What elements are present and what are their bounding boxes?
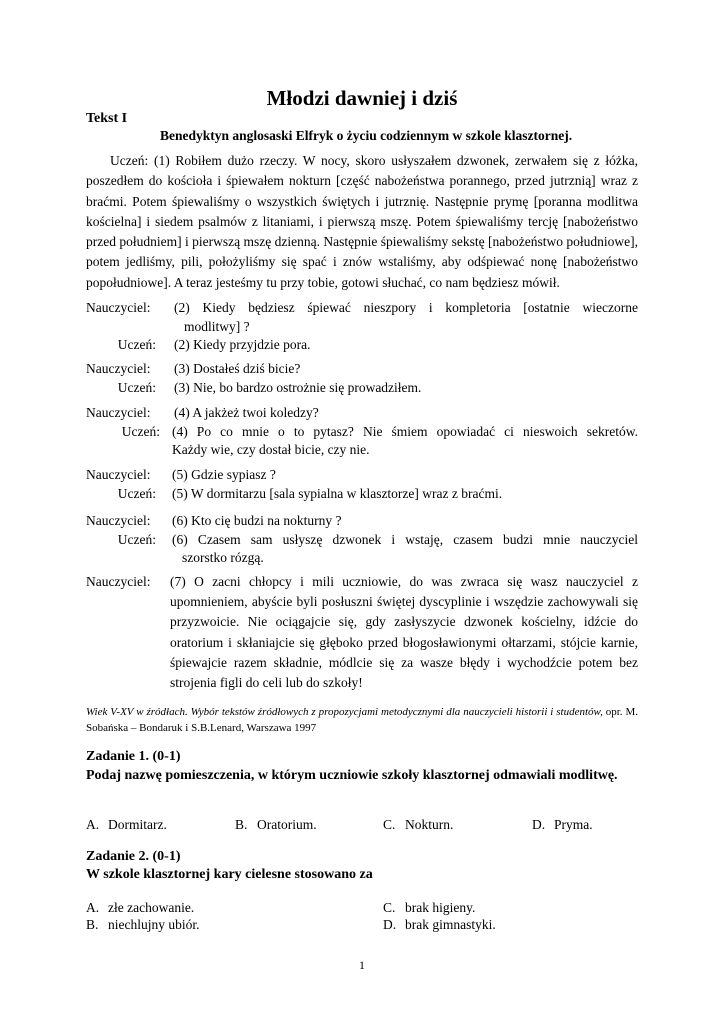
task1-option-d[interactable]: D. Pryma. bbox=[532, 817, 593, 832]
dialog-exchange-6 bbox=[86, 572, 638, 693]
speaker-student: Uczeń: bbox=[117, 379, 156, 395]
dialog-exchange-5 bbox=[86, 512, 638, 568]
task1-option-a[interactable]: A. Dormitarz. bbox=[86, 817, 167, 832]
student-line bbox=[86, 531, 638, 568]
speaker-student: Uczeń: bbox=[117, 531, 156, 547]
task2-option-b[interactable]: B. niechlujny ubiór. bbox=[86, 917, 200, 932]
speaker-teacher: Nauczyciel: bbox=[86, 574, 151, 589]
student-line bbox=[86, 423, 638, 460]
text-label: Tekst I bbox=[86, 111, 128, 126]
student-line bbox=[86, 485, 638, 504]
teacher-line bbox=[86, 466, 638, 485]
speaker-teacher: Nauczyciel: bbox=[86, 405, 151, 420]
source-details: opr. M. Sobańska – Bondaruk i S.B.Lenard, Warszawa 1997 bbox=[86, 706, 638, 734]
speaker-teacher: Nauczyciel: bbox=[86, 513, 151, 528]
source-citation bbox=[86, 704, 638, 736]
speaker-student: Uczeń: bbox=[121, 423, 160, 439]
teacher-utterance: (7) O zacni chłopcy i mili uczniowie, do was zwraca się wasz nauczyciel z upomnieniem, abyście byli posłuszni świętej dyscyplinie i wszędzie zachowywali się przyzwoicie. Nie ociągajcie się, gdy zasłyszycie dzwonek kościelny, idźcie do oratorium i skłaniajcie się głęboko przed błogosławionymi ołtarzami, stójcie karnie, śpiewajcie razem składnie, módlcie się za wasze błędy i wychodźcie potem bez strojenia figli do celi lub do szkoły! bbox=[170, 574, 638, 691]
task2-option-c[interactable]: C. brak higieny. bbox=[383, 900, 476, 915]
student-utterance: (6) Czasem sam usłyszę dzwonek i wstaję, czasem budzi mnie nauczyciel bbox=[172, 531, 638, 547]
speaker-teacher: Nauczyciel: bbox=[86, 300, 151, 315]
teacher-line bbox=[86, 299, 638, 336]
speaker-student: Uczeń: bbox=[117, 337, 156, 352]
source-title: Wiek V-XV w źródłach. Wybór tekstów źródłowych z propozycjami metodycznymi dla nauczycieli historii i studentów, bbox=[86, 706, 603, 718]
teacher-utterance: (3) Dostałeś dziś bicie? bbox=[174, 361, 301, 376]
teacher-line bbox=[86, 360, 638, 379]
teacher-utterance: (4) A jakżeż twoi koledzy? bbox=[174, 405, 319, 420]
teacher-utterance-cont: modlitwy] ? bbox=[184, 318, 250, 334]
task2-header: Zadanie 2. (0-1) bbox=[86, 849, 181, 864]
student-utterance: (5) W dormitarzu [sala sypialna w klasztorze] wraz z braćmi. bbox=[172, 485, 503, 501]
task1-option-c[interactable]: C. Nokturn. bbox=[383, 817, 454, 832]
student-line bbox=[86, 336, 638, 355]
task1-question: Podaj nazwę pomieszczenia, w którym uczniowie szkoły klasztornej odmawiali modlitwę. bbox=[86, 768, 618, 783]
teacher-line bbox=[86, 512, 638, 531]
dialog-exchange-3 bbox=[86, 404, 638, 460]
student-utterance: (3) Nie, bo bardzo ostrożnie się prowadziłem. bbox=[174, 379, 422, 395]
task2-option-a[interactable]: A. złe zachowanie. bbox=[86, 900, 195, 915]
speaker-student: Uczeń: bbox=[117, 485, 156, 501]
task1-option-b[interactable]: B. Oratorium. bbox=[235, 817, 317, 832]
student-utterance: (4) Po co mnie o to pytasz? Nie śmiem opowiadać ci nieswoich sekretów. bbox=[172, 423, 638, 439]
intro-paragraph: Uczeń: (1) Robiłem dużo rzeczy. W nocy, skoro usłyszałem dzwonek, zerwałem się z łóżka, poszedłem do kościoła i śpiewałem nokturn [część nabożeństwa porannego, przed jutrznią] wraz z braćmi. Potem śpiewaliśmy o wszystkich świętych i jutrznię. Następnie prymę [poranna modlitwa kościelna] i siedem psalmów z litaniami, i pierwszą mszę. Potem śpiewaliśmy tercję [nabożeństwo przed południem] i pierwszą mszę dzienną. Następnie śpiewaliśmy sekstę [nabożeństwo południowe], potem jedliśmy, pili, położyliśmy się spać i znów wstaliśmy, aby odśpiewać nonę [nabożeństwo popołudniowe]. A teraz jesteśmy tu przy tobie, gotowi słuchać, co nam będziesz mówił. bbox=[86, 153, 638, 290]
teacher-utterance: (6) Kto cię budzi na nokturny ? bbox=[172, 513, 342, 528]
student-utterance-cont: Każdy wie, czy dostał bicie, czy nie. bbox=[172, 442, 370, 457]
teacher-utterance: (2) Kiedy będziesz śpiewać nieszpory i kompletoria [ostatnie wieczorne bbox=[174, 300, 638, 315]
dialog-exchange-4 bbox=[86, 466, 638, 503]
dialog-exchange-2 bbox=[86, 360, 638, 397]
task2-question: W szkole klasztornej kary cielesne stosowano za bbox=[86, 867, 373, 882]
speaker-teacher: Nauczyciel: bbox=[86, 361, 151, 376]
student-utterance: (2) Kiedy przyjdzie pora. bbox=[174, 337, 311, 352]
page-number: 1 bbox=[359, 958, 365, 972]
page-title: Młodzi dawniej i dziś bbox=[266, 86, 458, 110]
text-subtitle: Benedyktyn anglosaski Elfryk o życiu codziennym w szkole klasztornej. bbox=[160, 128, 573, 143]
student-line bbox=[86, 379, 638, 398]
student-utterance-cont: szorstko rózgą. bbox=[182, 550, 264, 565]
teacher-utterance: (5) Gdzie sypiasz ? bbox=[172, 467, 276, 482]
speaker-teacher: Nauczyciel: bbox=[86, 467, 151, 482]
task2-option-d[interactable]: D. brak gimnastyki. bbox=[383, 917, 496, 932]
teacher-line bbox=[86, 572, 638, 693]
dialog-exchange-1 bbox=[86, 299, 638, 355]
task1-header: Zadanie 1. (0-1) bbox=[86, 749, 181, 764]
teacher-line bbox=[86, 404, 638, 423]
